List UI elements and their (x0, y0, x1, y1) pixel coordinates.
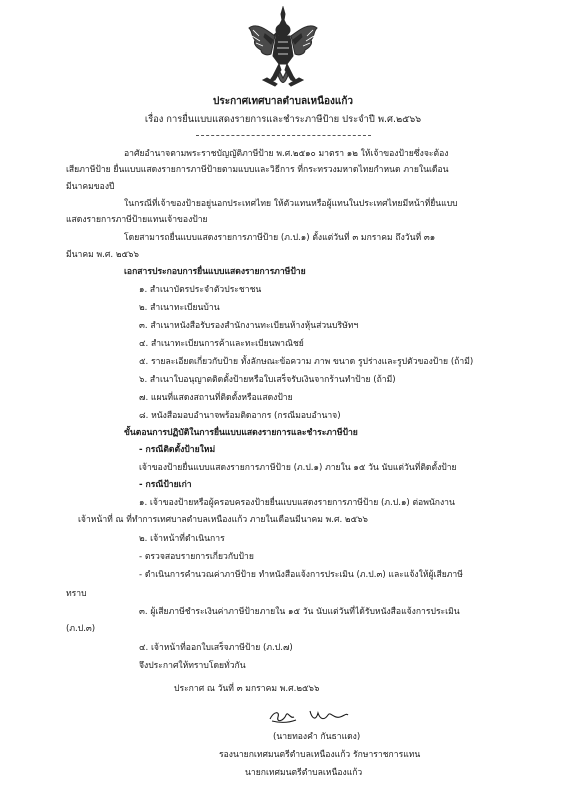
old-step-3-line-2: (ภ.ป.๓) (66, 624, 96, 634)
closing-line: จึงประกาศให้ทราบโดยทั่วกัน (139, 661, 246, 671)
page-title: ประกาศเทศบาลตำบลเหนืองแก้ว (213, 96, 353, 107)
announcement-date: ประกาศ ณ วันที่ ๓ มกราคม พ.ศ.๒๕๖๖ (174, 684, 320, 694)
paragraph-2-line-2: แสดงรายการภาษีป้ายแทนเจ้าของป้าย (66, 215, 208, 225)
document-item: ๔. สำเนาทะเบียนการค้าและทะเบียนพาณิชย์ (139, 339, 304, 349)
documents-heading: เอกสารประกอบการยื่นแบบแสดงรายการภาษีป้าย (124, 267, 306, 277)
document-item: ๖. สำเนาใบอนุญาตติดตั้งป้ายหรือใบเสร็จรับเงินจากร้านทำป้าย (ถ้ามี) (139, 375, 396, 385)
signer-title-line-1: รองนายกเทศมนตรีตำบลเหนืองแก้ว รักษาราชการแทน (219, 750, 421, 760)
document-item: ๕. รายละเอียดเกี่ยวกับป้าย ทั้งลักษณะข้อความ ภาพ ขนาด รูปร่างและรูปตัวของป้าย (ถ้ามี) (139, 357, 474, 367)
old-step-1-line-2: เจ้าหน้าที่ ณ ที่ทำการเทศบาลตำบลเหนืองแก้ว ภายในเดือนมีนาคม พ.ศ. ๒๕๖๖ (78, 515, 368, 525)
document-item: ๒. สำเนาทะเบียนบ้าน (139, 303, 220, 313)
paragraph-1-line-1: อาศัยอำนาจตามพระราชบัญญัติภาษีป้าย พ.ศ.๒๕๑๐ มาตรา ๑๒ ให้เจ้าของป้ายซึ่งจะต้อง (124, 149, 449, 159)
subject-line: เรื่อง การยื่นแบบแสดงรายการและชำระภาษีป้าย ประจำปี พ.ศ.๒๕๖๖ (144, 114, 422, 125)
new-sign-label: - กรณีติดตั้งป้ายใหม่ (139, 445, 216, 455)
signature-icon (266, 705, 351, 727)
signer-title-line-2: นายกเทศมนตรีตำบลเหนืองแก้ว (245, 768, 363, 778)
old-step-2b-line-2: ทราบ (66, 589, 87, 599)
old-step-2: ๒. เจ้าหน้าที่ดำเนินการ (139, 534, 225, 544)
old-step-2a: - ตรวจสอบรายการเกี่ยวกับป้าย (139, 552, 254, 562)
garuda-emblem-icon (247, 6, 319, 88)
paragraph-3-line-1: โดยสามารถยื่นแบบแสดงรายการภาษีป้าย (ภ.ป.๑) ตั้งแต่วันที่ ๓ มกราคม ถึงวันที่ ๓๑ (124, 233, 436, 243)
procedure-heading: ขั้นตอนการปฏิบัติในการยื่นแบบแสดงรายการและชำระภาษีป้าย (124, 428, 358, 438)
document-item: ๘. หนังสือมอบอำนาจพร้อมติดอากร (กรณีมอบอำนาจ) (139, 411, 341, 421)
signer-name: (นายทองคำ กันธาแดง) (273, 732, 361, 742)
document-item: ๑. สำเนาบัตรประจำตัวประชาชน (139, 285, 262, 295)
paragraph-2-line-1: ในกรณีที่เจ้าของป้ายอยู่นอกประเทศไทย ให้ตัวแทนหรือผู้แทนในประเทศไทยมีหน้าที่ยื่นแบบ (124, 199, 458, 209)
new-sign-text: เจ้าของป้ายยื่นแบบแสดงรายการภาษีป้าย (ภ.ป.๑) ภายใน ๑๕ วัน นับแต่วันที่ติดตั้งป้าย (139, 463, 457, 473)
paragraph-1-line-2: เสียภาษีป้าย ยื่นแบบแสดงรายการภาษีป้ายตามแบบและวิธีการ ที่กระทรวงมหาดไทยกำหนด ภายในเดือน (66, 165, 449, 175)
dashed-divider (196, 135, 371, 136)
old-step-3-line-1: ๓. ผู้เสียภาษีชำระเงินค่าภาษีป้ายภายใน ๑๕ วัน นับแต่วันที่ได้รับหนังสือแจ้งการประเมิน (139, 607, 460, 617)
old-step-1-line-1: ๑. เจ้าของป้ายหรือผู้ครอบครองป้ายยื่นแบบแสดงรายการภาษีป้าย (ภ.ป.๑) ต่อพนักงาน (139, 498, 455, 508)
old-step-4: ๔. เจ้าหน้าที่ออกใบเสร็จภาษีป้าย (ภ.ป.๗) (139, 643, 293, 653)
document-item: ๓. สำเนาหนังสือรับรองสำนักงานทะเบียนห้างหุ้นส่วนบริษัทฯ (139, 321, 359, 331)
document-item: ๗. แผนที่แสดงสถานที่ติดตั้งหรือแสดงป้าย (139, 393, 293, 403)
old-sign-label: - กรณีป้ายเก่า (139, 480, 192, 490)
paragraph-1-line-3: มีนาคมของปี (66, 182, 115, 192)
old-step-2b-line-1: - ดำเนินการคำนวณค่าภาษีป้าย ทำหนังสือแจ้งการประเมิน (ภ.ป.๓) และแจ้งให้ผู้เสียภาษี (139, 570, 463, 580)
paragraph-3-line-2: มีนาคม พ.ศ. ๒๕๖๖ (66, 250, 139, 260)
